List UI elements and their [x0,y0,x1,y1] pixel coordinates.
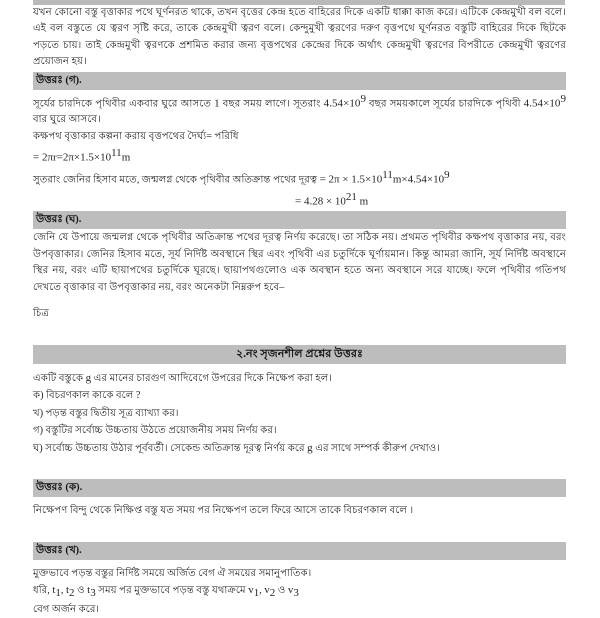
kha-t1: t [52,584,56,597]
intro-paragraph: যখন কোনো বস্তু বৃত্তাকার পথে ঘূর্ণনরত থাকে, তখন বৃত্তের কেন্দ্র হতে বাহিরের দিকে একটি ধাক্কা কাজ করে। এটিকে কেন্দ্রমুখী বল বলে। এই বল বস্তুতে যে ত্বরণ সৃষ্টি করে, তাকে কেন্দ্রমুখী ত্বরণ বলে। কেন্দুমুখী ত্বরণের দরুণ বৃত্তপথে ঘূর্ণনরত বস্তুটি বাহিরের দিকে ছিটকে পড়তে চায়। তাই কেন্দ্রমুখী ত্বরণকে প্রশমিত করার জন্য বৃত্তপথের কেন্দ্রের দিকে অর্থাৎ কেন্দ্রমুখী ত্বরণের বিপরীতে কেন্দ্রমুখী ত্বরণের প্রয়োজন হয়। [33,7,566,68]
ga-l1-p1: সূর্যের চারদিকে পৃথিবীর একবার ঘুরে আসতে [33,98,215,110]
answer-ga-line1 [33,91,566,129]
kha-v1-sub: 1 [253,587,260,600]
ga-l3-post: m [121,151,131,164]
ga-l5-pre: = 4.28 × 10 [295,195,346,208]
ga-l1-exp3: 9 [560,92,566,105]
ga-l4-exp2: 9 [444,169,450,182]
ga-l1-p2: বছর সময় লাগে। সূতরাং [219,98,324,110]
kha-sep2: ও [74,585,88,597]
answer-bar-gha [33,211,566,229]
ga-l5-exp: 21 [345,190,357,203]
ga-l4-eq-mid: m×4.54×10 [392,173,445,186]
kha-l2-pre: ধরি, [33,585,53,597]
ga-l1-num3: 4.54×10 [523,97,561,110]
spacer-before-answer-ka [33,457,566,478]
stem-pre: একটি বস্তুকে [33,372,86,384]
kha-t2: t [65,584,70,597]
ga-l5-post: m [356,195,369,208]
answer-bar-kha [33,542,566,560]
stem-post: এর মানের চারগুণ আদিবেগে উপরের দিকে নিক্ষেপ করা হল। [91,372,332,384]
question-kha [33,405,566,423]
answer-ka-text: নিক্ষেপণ বিন্দু থেকে নিক্ষিপ্ত বস্তু যত সময় পর নিক্ষেপণ তলে ফিরে আসে তাকে বিচরণকাল বলে । [33,505,414,517]
kha-t2-sub: 2 [69,587,75,600]
kha-t1-sub: 1 [55,587,61,600]
kha-sep4: ও [275,585,288,597]
ga-l3-exp: 11 [111,147,122,160]
ga-l4-exp1: 11 [382,169,393,182]
question-ka-text: বিচরণকাল কাকে বলে ? [46,390,141,402]
kha-v1: v [248,584,254,597]
question-ga-label: গ) [33,425,44,437]
answer-ga-line4 [33,167,566,189]
answer-gha-paragraph: জেনি যে উপায়ে জন্মলগ্ন থেকে পৃথিবীর অতিক্রান্ত পথের দূরত্ব নির্ণয় করেছে। তা সঠিক নয়। প্রথমত পৃথিবীর কক্ষপথ বৃত্তাকার নয়, বরং উপবৃত্তাকার। জেনির হিসাব মতে, সূর্য নির্দিষ্ট অবস্থানে স্থির এবং পৃথিবী এর চতুর্দিকে ঘূর্ণায়মান। কিন্তু আমরা জানি, সূর্য নির্দিষ্ট অবস্থানে স্থির নয়, বরং এটি ছায়াপথের চতুর্দিকে ঘূরছে। ছায়াপথগুলোও এক অবস্থান হতে অন্য অবস্থানে সরে যাচ্ছে। ফলে পৃথিবীর গতিপথ দেখতে বৃত্তাকার বা উপবৃত্তাকার নয়, বরং অনেকটা নিম্নরুপ হবে– [33,232,567,293]
question-ga [33,422,566,440]
answer-bar-ka-label: উত্তরঃ (ক). [36,482,83,494]
kha-v2-sub: 2 [269,587,276,600]
question-ga-text: বস্তুটির সর্বোচ্চ উচ্চতায় উঠতে প্রয়োজনীয় সময় নির্ণয় কর। [45,425,277,437]
ga-l3-pre: = 2πr=2π×1.5×10 [33,151,112,164]
answer-gha-figure-caption: চিত্র [33,308,49,320]
question-ka [33,387,566,405]
answer-kha-line3: বেগ অর্জন করে। [33,603,100,615]
kha-v3: v [287,584,294,597]
kha-t3: t [87,584,91,597]
answer-bar-gha-label: উত্তরঃ (ঘ). [36,214,82,226]
kha-sep3: , [259,585,265,597]
answer-bar-ga-label: উত্তরঃ (গ). [36,74,82,86]
ga-l1-p4: বার ঘুরে আসবে। [33,114,101,126]
section-header-label: ২.নং সৃজনশীল প্রশ্নের উত্তরঃ [235,347,364,360]
stem-symbol-g: g [85,371,92,384]
answer-ga-line3 [33,145,566,167]
question-kha-label: খ) [33,407,44,419]
question-gha-label: ঘ) [33,442,43,454]
answer-bar-kha-label: উত্তরঃ (খ). [36,544,82,556]
question-kha-text: পড়ন্ত বস্তুর দ্বিতীয় সূত্র ব্যাখ্যা কর। [45,407,179,419]
section-header-bar [33,345,566,364]
question-gha-symbol-g: g [307,441,313,454]
kha-t3-sub: 3 [90,587,96,600]
answer-kha-line2 [33,582,566,601]
question-gha [33,440,566,458]
page-content [0,5,600,618]
question-gha-text-pre: সর্বোচ্চ উচ্চতায় উঠার পূর্ববর্তী। সেকেন্ড অতিক্রান্ত দূরত্ব নির্ণয় করে [45,442,308,454]
ga-l4-eq-pre: = 2π × 1.5×10 [319,173,383,186]
question-stem [33,370,566,388]
spacer-before-answer-kha [33,520,566,541]
answer-bar-ka [33,479,566,497]
ga-l1-num2: 4.54×10 [323,97,361,110]
answer-ga-line5 [33,189,566,211]
ga-l1-exp2: 9 [360,92,367,105]
answer-kha-line1: মুক্তভাবে পড়ন্ত বস্তুর নির্দিষ্ট সময়ে অর্জিত বেগ ঐ সময়ের সমানুপাতিক। [33,567,312,579]
ga-l4-text: সুতরাং জেনির হিসাব মতে, জন্মলগ্ন থেকে পৃথিবীর অতিক্রান্ত পথের দূরত্ব [33,174,320,186]
kha-v2: v [264,584,270,597]
answer-bar-ga [33,72,566,90]
ga-l1-num1: 1 [214,97,220,110]
question-gha-text-post: এর সাথে সম্পর্ক কীরুপ দেখাও। [312,442,440,454]
kha-l2-mid: সময় পর মুক্তভাবে পড়ন্ত বস্তু যথাক্রমে [95,585,249,597]
spacer-before-section-header [33,333,566,344]
answer-ga-line2: কক্ষপথ বৃত্তাকার কল্পনা করায় বৃত্তপথের দৈর্ঘ্য= পরিধি [33,130,239,142]
kha-sep1: , [60,585,66,597]
question-ka-label: ক) [33,390,44,402]
ga-l1-p3: বছর সময়কালে সূর্যের চারদিকে পৃথিবী [366,98,524,110]
kha-v3-sub: 3 [293,587,299,600]
